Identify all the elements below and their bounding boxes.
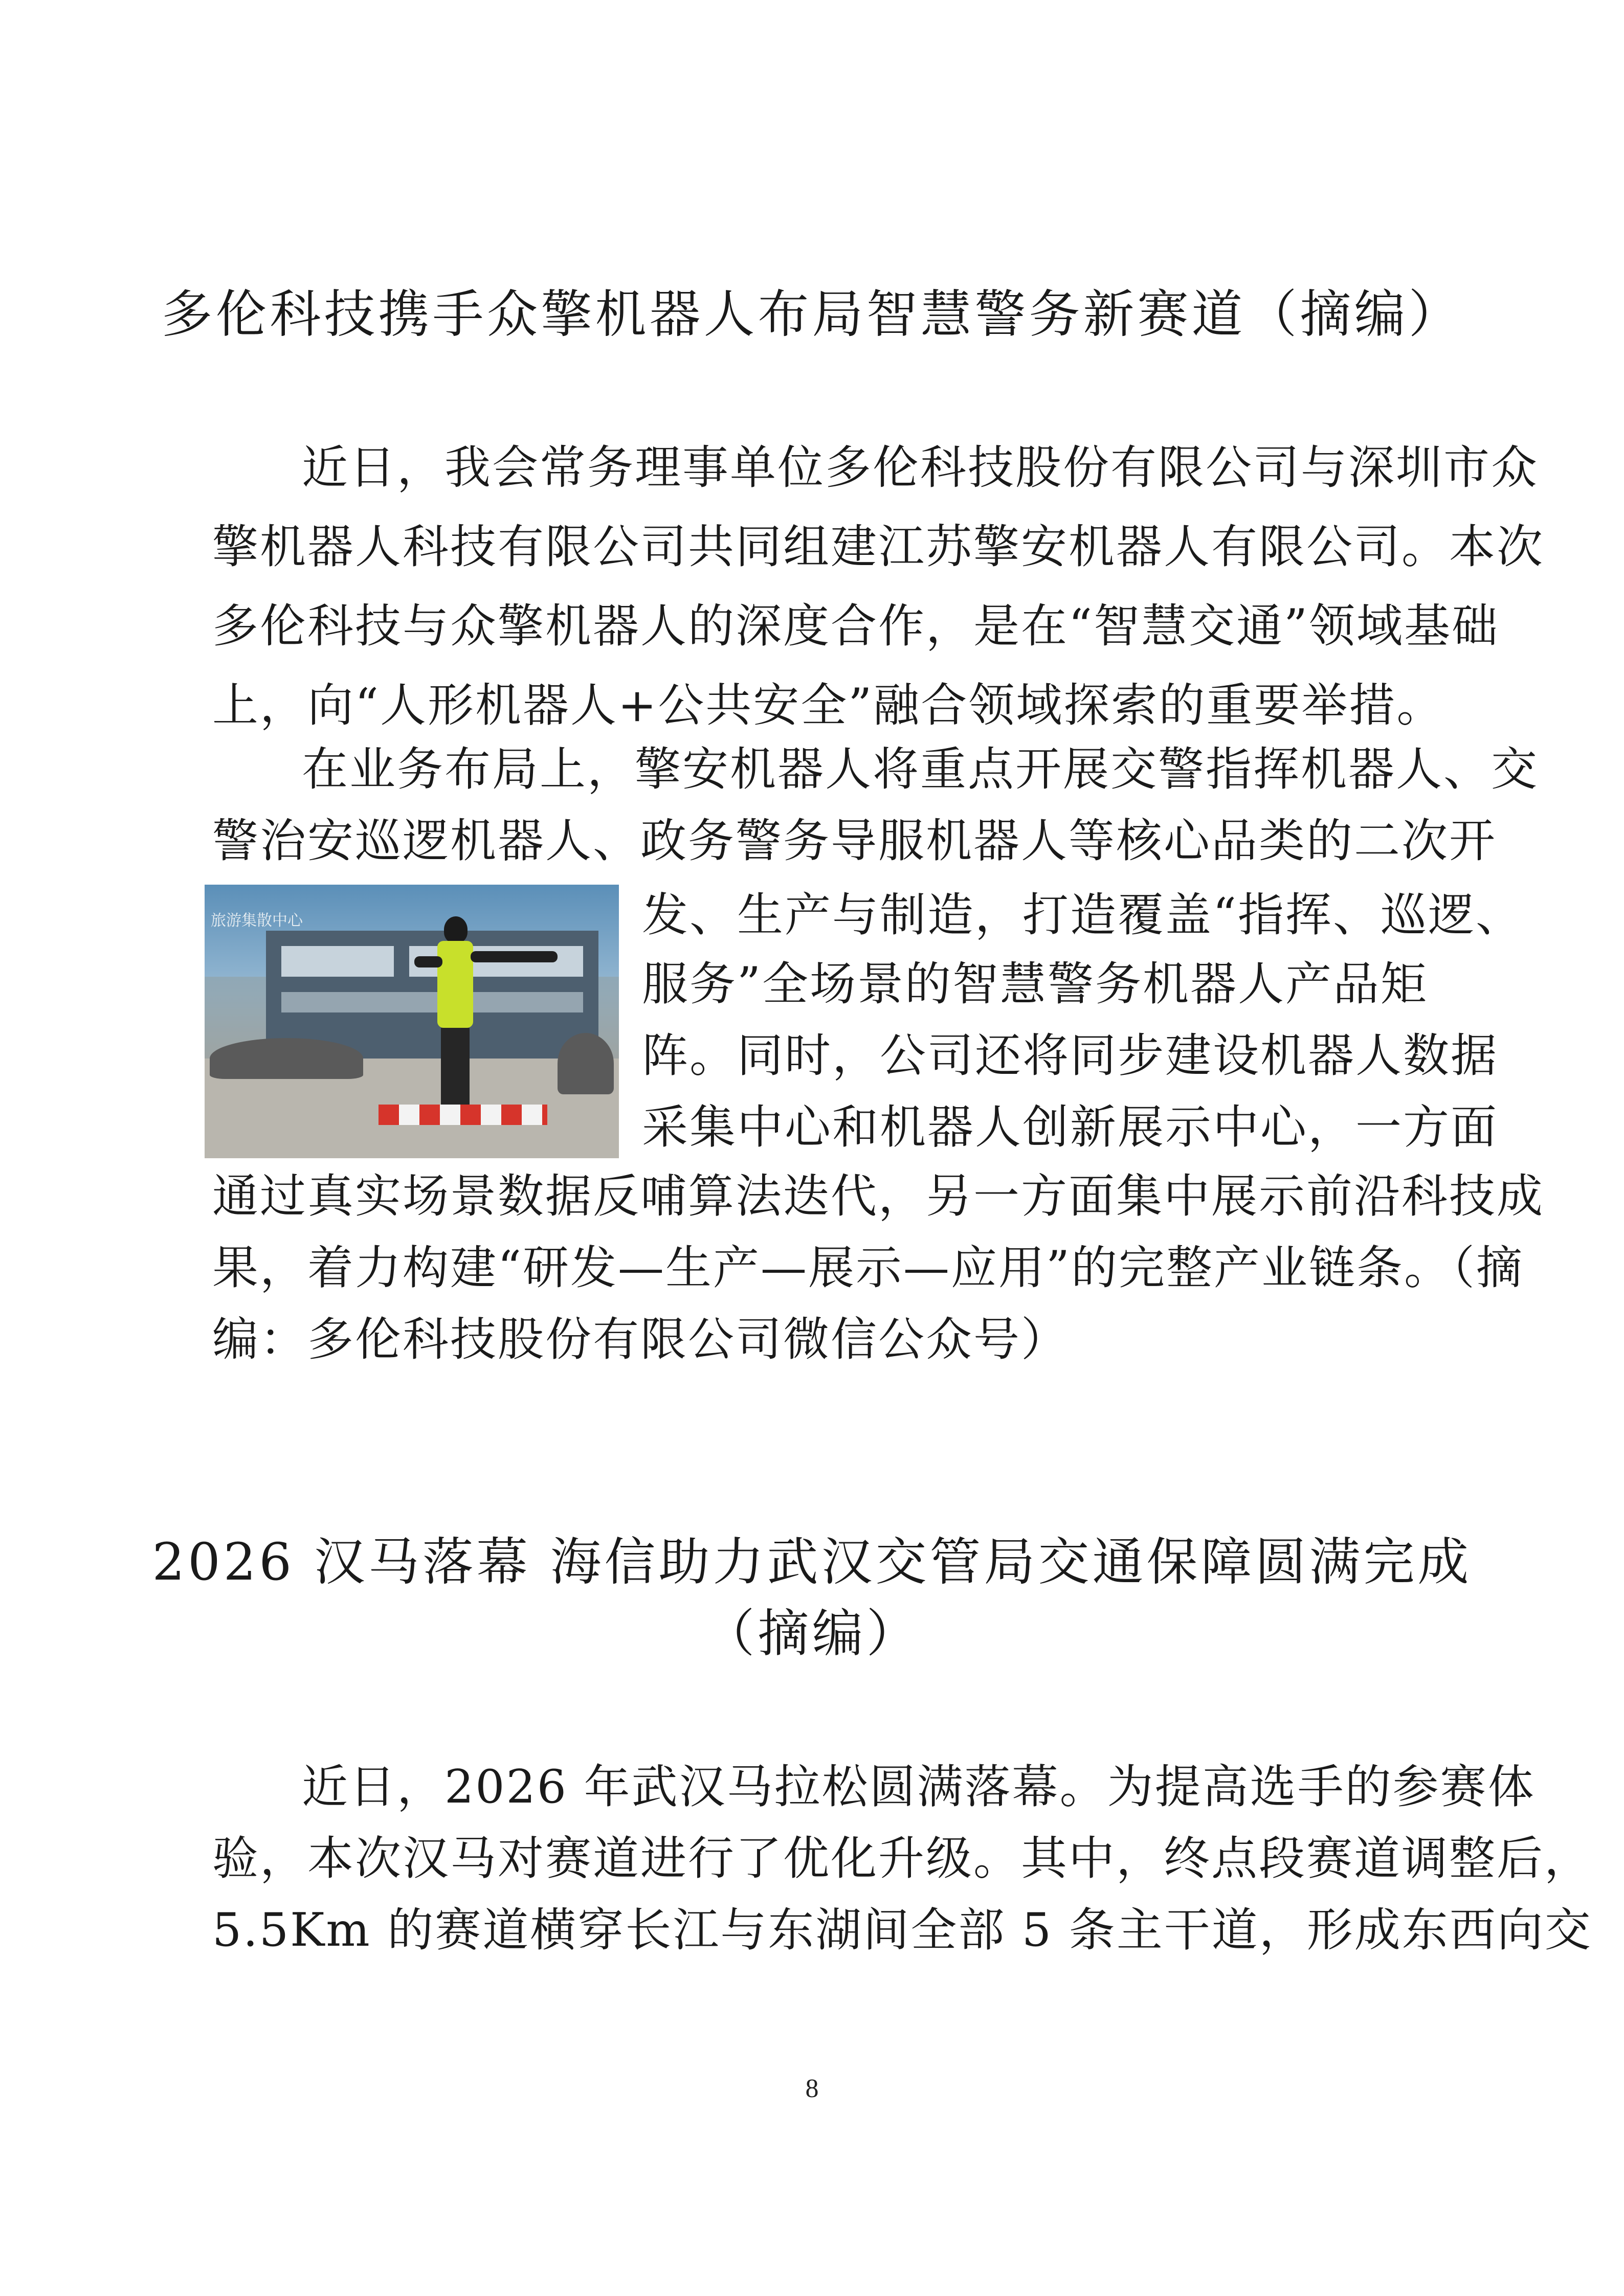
article1-title: 多伦科技携手众擎机器人布局智慧警务新赛道（摘编） [161,284,1463,344]
article1-line-1: 近日，我会常务理事单位多伦科技股份有限公司与深圳市众 [302,441,1539,494]
page-number: 8 [805,2074,819,2103]
article1-line-8: 服务”全场景的智慧警务机器人产品矩 [642,957,1429,1011]
article1-line-13: 编：多伦科技股份有限公司微信公众号） [212,1313,1069,1366]
article2-title: 2026 汉马落幕 海信助力武汉交管局交通保障圆满完成 [152,1532,1472,1592]
article2-line-3: 5.5Km 的赛道横穿长江与东湖间全部 5 条主干道，形成东西向交 [212,1903,1592,1957]
article1-line-12: 果，着力构建“研发—生产—展示—应用”的完整产业链条。（摘 [212,1241,1524,1295]
article2-title-suffix: （摘编） [703,1604,921,1663]
photo-sign-text: 旅游集散中心 [211,912,303,929]
article1-line-6: 警治安巡逻机器人、政务警务导服机器人等核心品类的二次开 [212,814,1497,868]
article1-line-4: 上，向“人形机器人+公共安全”融合领域探索的重要举措。 [212,679,1444,732]
robot-traffic-police-photo [205,885,619,1158]
article1-line-2: 擎机器人科技有限公司共同组建江苏擎安机器人有限公司。本次 [212,520,1544,574]
article1-line-5: 在业务布局上，擎安机器人将重点开展交警指挥机器人、交 [302,742,1539,796]
article1-line-7: 发、生产与制造，打造覆盖“指挥、巡逻、 [642,888,1524,942]
article1-line-10: 采集中心和机器人创新展示中心，一方面 [642,1100,1498,1154]
article1-line-11: 通过真实场景数据反哺算法迭代，另一方面集中展示前沿科技成 [212,1169,1544,1223]
article1-line-3: 多伦科技与众擎机器人的深度合作，是在“智慧交通”领域基础 [212,599,1500,653]
article2-line-2: 验，本次汉马对赛道进行了优化升级。其中，终点段赛道调整后， [212,1832,1592,1885]
article2-line-1: 近日，2026 年武汉马拉松圆满落幕。为提高选手的参赛体 [302,1760,1536,1814]
article1-line-9: 阵。同时，公司还将同步建设机器人数据 [642,1029,1498,1083]
